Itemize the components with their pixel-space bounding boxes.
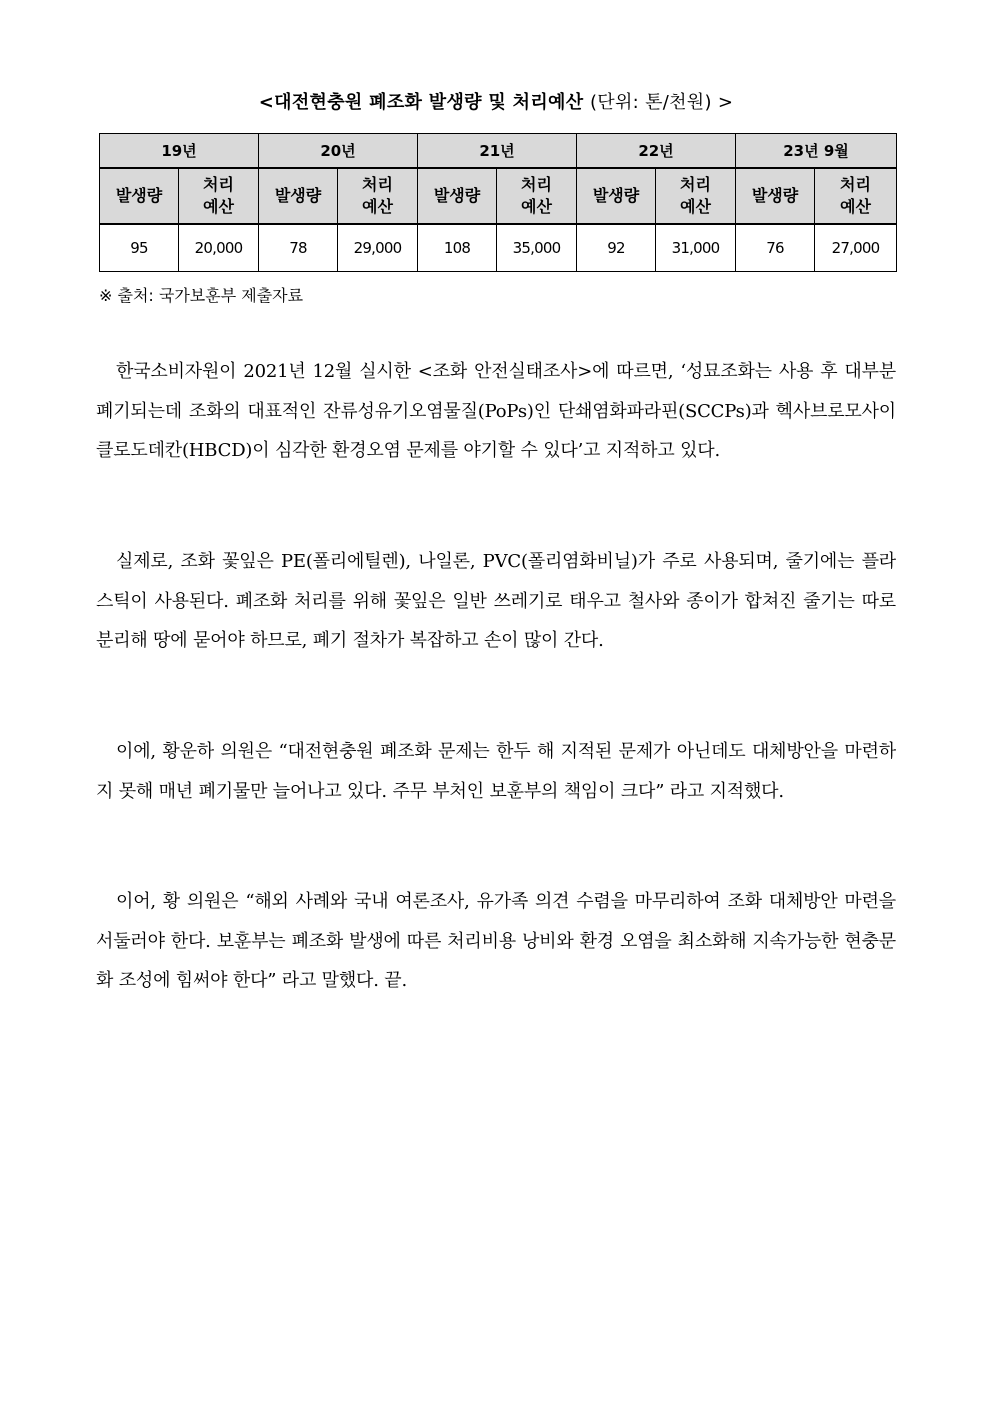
sub-header-budget [179, 168, 259, 224]
sub-header-budget-line1: 처리 [840, 175, 871, 194]
sub-header-budget [497, 168, 577, 224]
sub-header-generation: 발생량 [577, 168, 656, 224]
gen-value-20: 78 [259, 224, 338, 272]
year-header-19: 19년 [100, 134, 259, 169]
sub-header-generation: 발생량 [736, 168, 815, 224]
sub-header-budget-line2: 예산 [203, 197, 234, 216]
sub-header-budget-line2: 예산 [362, 197, 393, 216]
year-header-row [100, 134, 897, 169]
year-header-23: 23년 9월 [736, 134, 897, 169]
year-header-20: 20년 [259, 134, 418, 169]
paragraph-2: 실제로, 조화 꽃잎은 PE(폴리에틸렌), 나일론, PVC(폴리염화비닐)가 주로 사용되며, 줄기에는 플라스틱이 사용된다. 폐조화 처리를 위해 꽃잎은 일반 쓰레기로 태우고 철사와 종이가 합쳐진 줄기는 따로 분리해 땅에 묻어야 하므로, 폐기 절차가 복잡하고 손이 많이 간다. [96, 551, 896, 651]
paragraph-3: 이에, 황운하 의원은 “대전현충원 폐조화 문제는 한두 해 지적된 문제가 아닌데도 대체방안을 마련하지 못해 매년 폐기물만 늘어나고 있다. 주무 부처인 보훈부의 책임이 크다” 라고 지적했다. [96, 741, 896, 802]
sub-header-budget-line2: 예산 [680, 197, 711, 216]
budget-value-20: 29,000 [338, 224, 418, 272]
budget-value-23: 27,000 [815, 224, 897, 272]
sub-header-budget [815, 168, 897, 224]
year-header-21: 21년 [418, 134, 577, 169]
sub-header-row [100, 168, 897, 224]
sub-header-generation: 발생량 [418, 168, 497, 224]
table-unit: (단위: 톤/천원) > [589, 92, 734, 113]
budget-value-21: 35,000 [497, 224, 577, 272]
year-header-22: 22년 [577, 134, 736, 169]
budget-value-22: 31,000 [656, 224, 736, 272]
sub-header-budget-line1: 처리 [203, 175, 234, 194]
paragraph-4: 이어, 황 의원은 “해외 사례와 국내 여론조사, 유가족 의견 수렴을 마무리하여 조화 대체방안 마련을 서둘러야 한다. 보훈부는 폐조화 발생에 따른 처리비용 낭비와 환경 오염을 최소화해 지속가능한 현충문화 조성에 힘써야 한다” 라고 말했다. 끝. [96, 891, 896, 991]
budget-value-19: 20,000 [179, 224, 259, 272]
value-row [100, 224, 897, 272]
paragraph-1: 한국소비자원이 2021년 12월 실시한 <조화 안전실태조사>에 따르면, ‘성묘조화는 사용 후 대부분 폐기되는데 조화의 대표적인 잔류성유기오염물질(PoPs)인 단쇄염화파라핀(SCCPs)과 헥사브로모사이클로도데칸(HBCD)이 심각한 환경오염 문제를 야기할 수 있다’고 지적하고 있다. [96, 361, 896, 461]
sub-header-budget-line2: 예산 [840, 197, 871, 216]
sub-header-budget-line2: 예산 [521, 197, 552, 216]
gen-value-23: 76 [736, 224, 815, 272]
sub-header-generation: 발생량 [259, 168, 338, 224]
table-title [0, 88, 992, 114]
sub-header-budget [338, 168, 418, 224]
waste-flower-table [99, 133, 897, 272]
sub-header-budget [656, 168, 736, 224]
gen-value-19: 95 [100, 224, 179, 272]
sub-header-budget-line1: 처리 [680, 175, 711, 194]
sub-header-budget-line1: 처리 [362, 175, 393, 194]
table-title-text: <대전현충원 폐조화 발생량 및 처리예산 [258, 92, 584, 113]
sub-header-generation: 발생량 [100, 168, 179, 224]
gen-value-22: 92 [577, 224, 656, 272]
table-source-note: ※ 출처: 국가보훈부 제출자료 [99, 286, 304, 305]
sub-header-budget-line1: 처리 [521, 175, 552, 194]
gen-value-21: 108 [418, 224, 497, 272]
